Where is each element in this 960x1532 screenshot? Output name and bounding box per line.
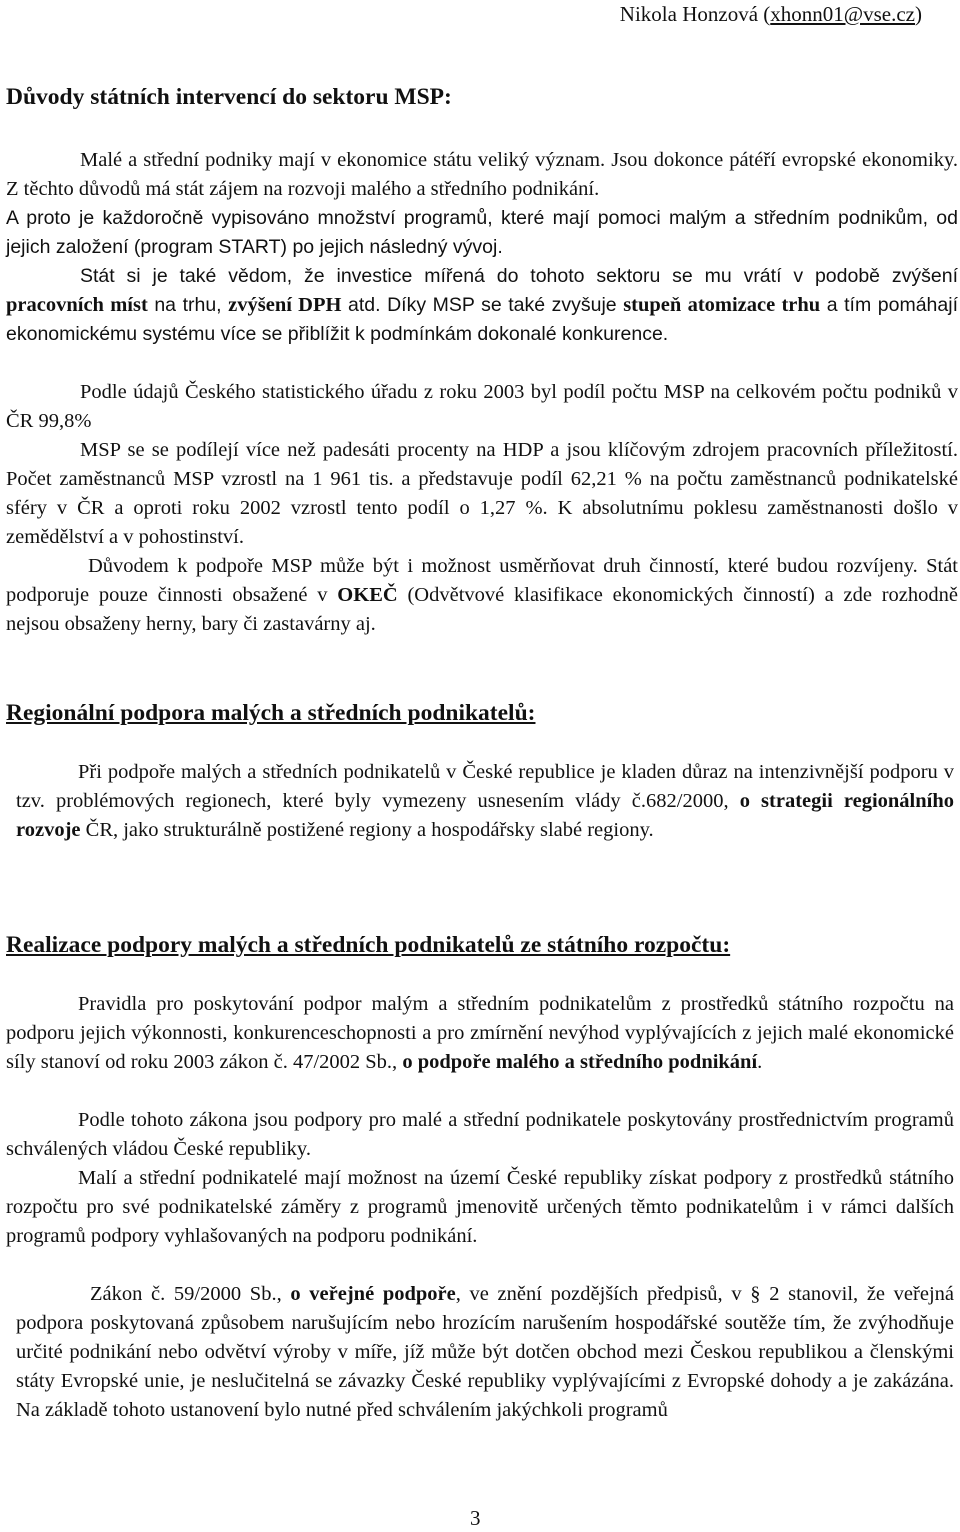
section-title-state-budget-support: Realizace podpory malých a středních podnikatelů ze státního rozpočtu: [6,932,731,958]
paragraph: A proto je každoročně vypisováno množství programů, které mají pomoci malým a středním podnikům, od jejich založení (program START) po jejich následný vývoj. [6,207,958,258]
author-email-link[interactable]: xhonn01@vse.cz [770,2,915,26]
paragraph: Pravidla pro poskytování podpor malým a středním podnikatelům z prostředků státního rozpočtu na podporu jejich výkonnosti, konkurenceschopnosti a pro zmírnění nevýhod vyplývajících z jejich malé ekonomické síly stanoví od roku 2003 zákon č. 47/2002 Sb., o podpoře malého a středního podnikání. [6,993,954,1073]
paragraph: Malé a střední podniky mají v ekonomice státu veliký význam. Jsou dokonce pátéří evropské ekonomiky. Z těchto důvodů má stát zájem na rozvoji malého a středního podnikání. [6,149,958,200]
section-title-regional-support: Regionální podpora malých a středních podnikatelů: [6,700,536,726]
page-number: 3 [470,1506,481,1530]
author-name: Nikola Honzová [619,2,759,26]
paragraph: Při podpoře malých a středních podnikatelů v České republice je kladen důraz na intenzivnější podporu v tzv. problémových regionech, které byly vymezeny usnesením vlády č.682/2000, o strategii regionálního rozvoje ČR, jako strukturálně postižené regiony a hospodářsky slabé regiony. [16,761,954,841]
paragraph: Stát si je také vědom, že investice mířená do tohoto sektoru se mu vrátí v podobě zvýšení pracovních míst na trhu, zvýšení DPH atd. Díky MSP se také zvyšuje stupeň atomizace trhu a tím pomáhají ekonomickému systému více se přiblížit k podmínkám dokonalé konkurence. [6,265,958,345]
paragraph: Malí a střední podnikatelé mají možnost na území České republiky získat podpory z prostředků státního rozpočtu pro své podnikatelské záměry z programů jmenovitě určených těmto podnikatelům i v rámci dalších programů podpory vyhlašovaných na podporu podnikání. [6,1167,954,1247]
paragraph: MSP se se podílejí více než padesáti procenty na HDP a jsou klíčovým zdrojem pracovních příležitostí. Počet zaměstnanců MSP vzrostl na 1 961 tis. a představuje podíl 62,21 % na počtu zaměstnanců podnikatelské sféry v ČR a oproti roku 2002 vzrostl tento podíl o 1,27 %. K absolutnímu poklesu zaměstnanosti došlo v zemědělství a v pohostinství. [6,439,958,548]
paragraph: Zákon č. 59/2000 Sb., o veřejné podpoře, ve znění pozdějších předpisů, v § 2 stanovil, že veřejná podpora poskytovaná způsobem narušujícím nebo hrozícím narušením hospodářské soutěže tím, že zvýhodňuje určité podnikání nebo odvětví výroby v míře, jíž může být dotčen obchod mezi Českou republikou a členskými státy Evropské unie, je neslučitelná se závazky České republiky vyplývajícími z Evropské dohody a je zakázána. Na základě tohoto ustanovení bylo nutné před schválením jakýchkoli programů [16,1283,955,1421]
page-header: Nikola Honzová (xhonn01@vse.cz) [619,2,922,26]
paragraph: Podle tohoto zákona jsou podpory pro malé a střední podnikatele poskytovány prostřednictvím programů schválených vládou České republiky. [6,1109,954,1160]
section-title-state-interventions: Důvody státních intervencí do sektoru MSP: [6,84,452,110]
paragraph: Podle údajů Českého statistického úřadu z roku 2003 byl podíl počtu MSP na celkovém počtu podniků v ČR 99,8% [6,381,958,432]
paragraph: Důvodem k podpoře MSP může být i možnost usměrňovat druh činností, které budou rozvíjeny. Stát podporuje pouze činnosti obsažené v OKEČ (Odvětvové klasifikace ekonomických činností) a zde rozhodně nejsou obsaženy herny, bary či zastavárny aj. [6,555,958,635]
